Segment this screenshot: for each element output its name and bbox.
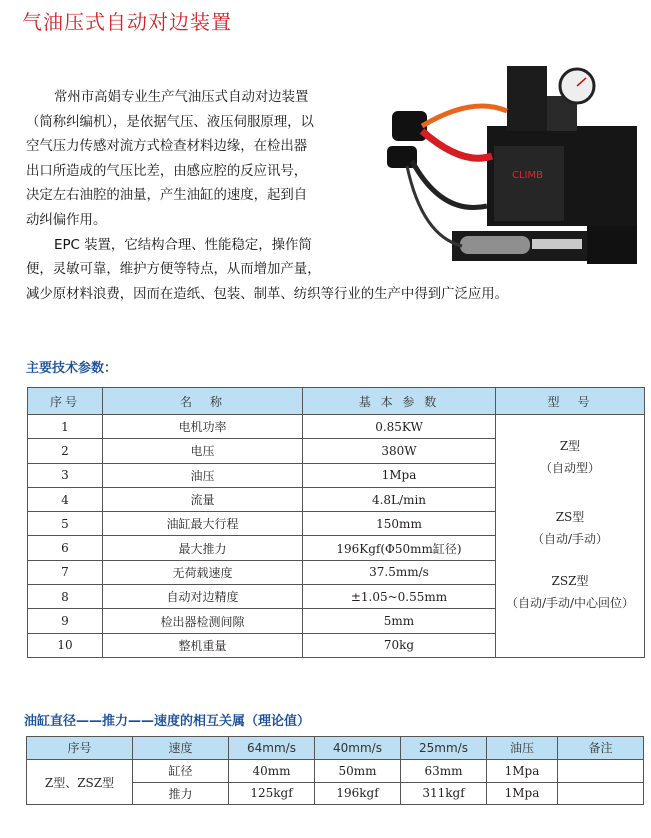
row-value: ±1.05~0.55mm — [303, 585, 496, 609]
model-cell — [496, 415, 645, 658]
intro-line: 出口所造成的气压比差，由感应腔的反应讯号， — [26, 163, 308, 179]
model-name: Z型 — [559, 439, 581, 453]
end-block — [587, 226, 637, 264]
machine-photo — [382, 56, 644, 266]
cell-value: 50mm — [315, 759, 401, 782]
row-value: 1Mpa — [303, 463, 496, 487]
col-header-speed-40: 40mm/s — [315, 737, 401, 760]
row-no: 1 — [28, 415, 103, 439]
row-no: 3 — [28, 463, 103, 487]
row-name: 自动对边精度 — [103, 585, 303, 609]
cell-note — [558, 759, 644, 782]
row-value: 150mm — [303, 512, 496, 536]
row-name: 电机功率 — [103, 415, 303, 439]
specs-table — [27, 387, 645, 658]
col-header-name: 名 称 — [103, 388, 303, 415]
row-value: 4.8L/min — [303, 487, 496, 511]
black-hose — [412, 161, 487, 208]
row-no: 2 — [28, 439, 103, 463]
col-header-speed-25: 25mm/s — [401, 737, 487, 760]
col-header-speed: 速度 — [133, 737, 229, 760]
row-no: 4 — [28, 487, 103, 511]
row-value: 0.85KW — [303, 415, 496, 439]
machine-logo: CLIMB — [512, 170, 543, 181]
cell-pressure: 1Mpa — [487, 782, 558, 805]
row-label: 推力 — [133, 782, 229, 805]
col-header-no: 序号 — [27, 737, 133, 760]
row-name: 电压 — [103, 439, 303, 463]
relation-header-row — [27, 737, 644, 760]
col-header-speed-64: 64mm/s — [229, 737, 315, 760]
row-value: 5mm — [303, 609, 496, 633]
top-tower — [507, 66, 547, 131]
specs-header-row — [28, 388, 645, 415]
col-header-pressure: 油压 — [487, 737, 558, 760]
cell-value: 63mm — [401, 759, 487, 782]
row-value: 37.5mm/s — [303, 560, 496, 584]
row-no: 7 — [28, 560, 103, 584]
motor-housing — [494, 146, 564, 221]
intro-line: 常州市高娟专业生产气油压式自动对边装置 — [54, 90, 309, 105]
model-desc: （自动型） — [539, 461, 600, 475]
row-name: 流量 — [103, 487, 303, 511]
intro-line: （简称纠编机），是依据气压、液压伺服原理，以 — [26, 114, 314, 130]
cell-value: 311kgf — [401, 782, 487, 805]
model-desc: （自动/手动） — [531, 532, 609, 546]
row-no: 5 — [28, 512, 103, 536]
specs-title: 主要技术参数： — [26, 361, 118, 376]
cylinder — [460, 236, 530, 254]
group-label: Z型、ZSZ型 — [27, 759, 133, 805]
row-name: 油压 — [103, 463, 303, 487]
intro-line: 空气压力传感对流方式检查材料边缘，在检出器 — [26, 139, 308, 155]
table-row — [28, 415, 645, 439]
row-name: 油缸最大行程 — [103, 512, 303, 536]
row-name: 整机重量 — [103, 633, 303, 657]
row-value: 196Kgf(Φ50mm缸径) — [303, 536, 496, 560]
row-label: 缸径 — [133, 759, 229, 782]
model-name: ZS型 — [555, 510, 585, 524]
relation-table — [26, 736, 644, 805]
col-header-model: 型 号 — [496, 388, 645, 415]
cell-pressure: 1Mpa — [487, 759, 558, 782]
col-header-note: 备注 — [558, 737, 644, 760]
intro-line: EPC 装置，它结构合理、性能稳定，操作简 — [54, 237, 312, 253]
row-name: 检出器检测间隙 — [103, 609, 303, 633]
piston-rod — [532, 239, 582, 249]
row-no: 9 — [28, 609, 103, 633]
detector-head — [392, 111, 427, 141]
table-row — [27, 759, 644, 782]
relation-title: 油缸直径——推力——速度的相互关属（理论值） — [24, 714, 311, 729]
row-no: 6 — [28, 536, 103, 560]
row-name: 无荷载速度 — [103, 560, 303, 584]
page-title: 气油压式自动对边装置 — [22, 10, 232, 34]
row-no: 10 — [28, 633, 103, 657]
oil-hose — [422, 131, 492, 158]
intro-line: 动纠偏作用。 — [26, 212, 107, 228]
cell-value: 125kgf — [229, 782, 315, 805]
col-header-no: 序号 — [28, 388, 103, 415]
row-name: 最大推力 — [103, 536, 303, 560]
air-hose — [422, 106, 507, 126]
row-value: 380W — [303, 439, 496, 463]
cell-note — [558, 782, 644, 805]
intro-line: 决定左右油腔的油量，产生油缸的速度，起到自 — [26, 188, 308, 204]
intro-line: 便，灵敏可靠，维护方便等特点，从而增加产量， — [26, 262, 321, 278]
model-desc: （自动/手动/中心回位） — [505, 596, 635, 610]
cell-value: 40mm — [229, 759, 315, 782]
row-value: 70kg — [303, 633, 496, 657]
col-header-value: 基 本 参 数 — [303, 388, 496, 415]
model-name: ZSZ型 — [551, 574, 589, 588]
intro-line: 减少原材料浪费，因而在造纸、包装、制革、纺织等行业的生产中得到广泛应用。 — [26, 286, 509, 302]
cell-value: 196kgf — [315, 782, 401, 805]
row-no: 8 — [28, 585, 103, 609]
